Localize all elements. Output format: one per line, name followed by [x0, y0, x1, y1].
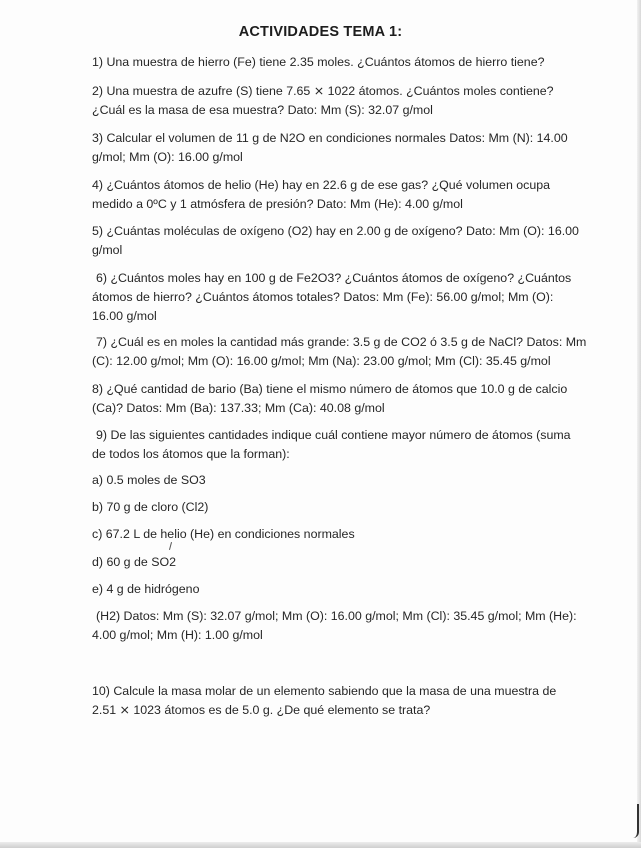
question-9-data-line-1: (H2) Datos: Mm (S): 32.07 g/mol; Mm (O): 16.00 g/mol; Mm (Cl): 35.45 g/mol; Mm (He): [96, 609, 577, 623]
question-8 [92, 380, 568, 418]
question-6-line-3: 16.00 g/mol [92, 309, 157, 323]
question-6-line-1: 6) ¿Cuántos moles hay en 100 g de Fe2O3? ¿Cuántos átomos de oxígeno? ¿Cuántos [96, 271, 572, 285]
question-4-line-1: 4) ¿Cuántos átomos de helio (He) hay en 22.6 g de ese gas? ¿Qué volumen ocupa [92, 178, 551, 192]
question-10 [92, 682, 562, 720]
question-9-option-b [92, 498, 562, 517]
question-10-line-1: 10) Calcule la masa molar de un elemento sabiendo que la masa de una muestra de [92, 684, 557, 698]
question-2 [92, 82, 562, 120]
question-9-option-a-text: a) 0.5 moles de SO3 [92, 473, 206, 487]
question-4-line-2: medido a 0ºC y 1 atmósfera de presión? Dato: Mm (He): 4.00 g/mol [92, 197, 463, 211]
scan-edge-bottom [0, 842, 641, 848]
scan-corner-mark [631, 804, 639, 838]
question-9-line-2: de todos los átomos que la forman): [92, 447, 290, 461]
question-10-line-2: 2.51 ⨯ 1023 átomos es de 5.0 g. ¿De qué elemento se trata? [92, 703, 431, 717]
question-8-line-1: 8) ¿Qué cantidad de bario (Ba) tiene el mismo número de átomos que 10.0 g de calcio [92, 382, 568, 396]
question-9 [92, 426, 571, 464]
question-1-line-1: 1) Una muestra de hierro (Fe) tiene 2.35 moles. ¿Cuántos átomos de hierro tiene? [92, 55, 545, 69]
question-4 [92, 176, 562, 214]
question-3-line-2: g/mol; Mm (O): 16.00 g/mol [92, 150, 243, 164]
question-5 [92, 222, 579, 260]
question-9-option-d-text: d) 60 g de SO2 [92, 555, 177, 569]
question-6-line-2: átomos de hierro? ¿Cuántos átomos totales? Datos: Mm (Fe): 56.00 g/mol; Mm (O): [92, 290, 554, 304]
question-9-option-c [92, 525, 562, 544]
question-9-data-line-2: 4.00 g/mol; Mm (H): 1.00 g/mol [92, 628, 263, 642]
question-1 [92, 53, 562, 72]
question-3-line-1: 3) Calcular el volumen de 11 g de N2O en condiciones normales Datos: Mm (N): 14.00 [92, 131, 568, 145]
question-9-option-e-text: e) 4 g de hidrógeno [92, 582, 200, 596]
question-7 [92, 333, 587, 371]
question-9-option-d [92, 553, 562, 572]
question-2-line-1: 2) Una muestra de azufre (S) tiene 7.65 ⨯ 1022 átomos. ¿Cuántos moles contiene? [92, 84, 554, 98]
question-6 [92, 269, 572, 326]
scan-edge-right [637, 0, 641, 848]
question-9-option-e [92, 580, 562, 599]
question-9-data [92, 607, 577, 645]
question-7-line-1: 7) ¿Cuál es en moles la cantidad más grande: 3.5 g de CO2 ó 3.5 g de NaCl? Datos: Mm [96, 335, 587, 349]
question-8-line-2: (Ca)? Datos: Mm (Ba): 137.33; Mm (Ca): 40.08 g/mol [92, 401, 385, 415]
question-5-line-2: g/mol [92, 243, 123, 257]
question-9-line-1: 9) De las siguientes cantidades indique cuál contiene mayor número de átomos (suma [96, 428, 571, 442]
question-9-option-b-text: b) 70 g de cloro (Cl2) [92, 500, 209, 514]
question-2-line-2: ¿Cuál es la masa de esa muestra? Dato: Mm (S): 32.07 g/mol [92, 103, 433, 117]
question-9-option-c-text: c) 67.2 L de helio (He) en condiciones normales [92, 527, 355, 541]
question-7-line-2: (C): 12.00 g/mol; Mm (O): 16.00 g/mol; Mm (Na): 23.00 g/mol; Mm (Cl): 35.45 g/mol [92, 354, 551, 368]
question-9-option-a [92, 471, 562, 490]
page-title: ACTIVIDADES TEMA 1: [238, 24, 403, 40]
question-5-line-1: 5) ¿Cuántas moléculas de oxígeno (O2) hay en 2.00 g de oxígeno? Dato: Mm (O): 16.00 [92, 224, 579, 238]
question-3 [92, 129, 568, 167]
